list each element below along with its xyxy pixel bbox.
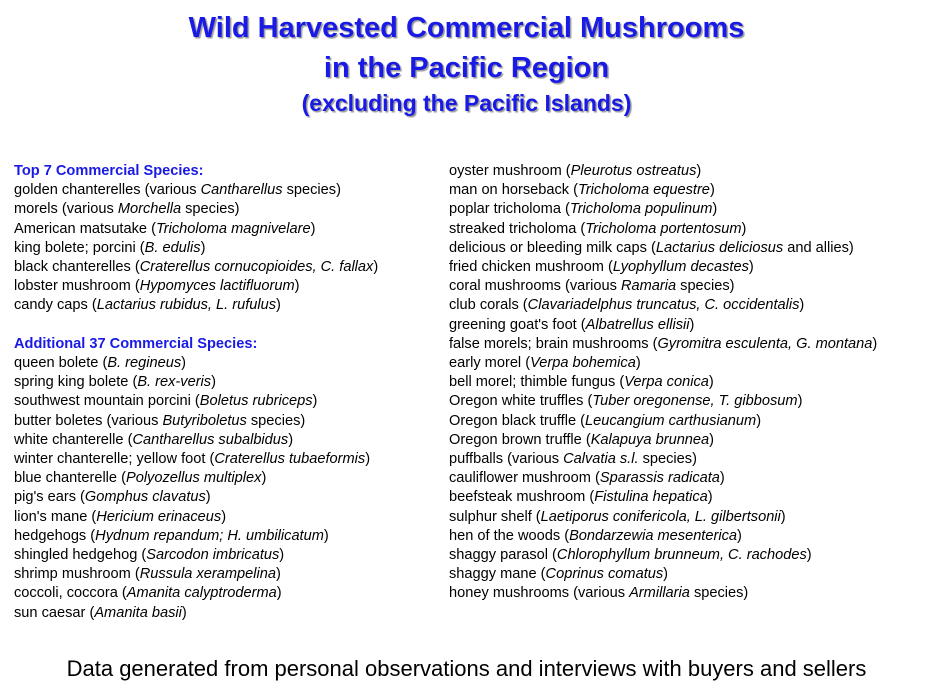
common-name-text: )	[707, 489, 713, 506]
additional-species-list-left	[14, 354, 378, 623]
common-name-text: greening goat's foot (	[449, 316, 586, 333]
common-name-text: )	[373, 259, 379, 276]
scientific-name: Tuber oregonense, T. gibbosum	[592, 393, 798, 410]
scientific-name: Tricholoma equestre	[577, 182, 710, 199]
species-line	[449, 239, 877, 258]
common-name-text: hedgehogs (	[14, 527, 96, 544]
common-name-text: black chanterelles (	[14, 259, 140, 276]
scientific-name: Clavariadelphus truncatus, C. occidentalis	[527, 297, 800, 314]
title-line-2: in the Pacific Region	[323, 52, 610, 84]
common-name-text: )	[211, 374, 216, 391]
species-line	[14, 277, 378, 296]
common-name-text: )	[737, 527, 742, 544]
species-line	[449, 200, 877, 219]
scientific-name: Lactarius rubidus, L. rufulus	[96, 297, 277, 314]
common-name-text: shaggy parasol (	[449, 547, 557, 564]
common-name-text: butter boletes (various	[14, 412, 163, 429]
common-name-text: false morels; brain mushrooms (	[449, 335, 658, 352]
common-name-text: sulphur shelf (	[449, 508, 541, 525]
common-name-text: )	[780, 508, 786, 525]
scientific-name: Boletus rubriceps	[199, 393, 313, 410]
species-line	[449, 584, 877, 603]
scientific-name: Tricholoma magnivelare	[155, 220, 311, 237]
top-species-list	[14, 181, 378, 315]
common-name-text: )	[312, 393, 318, 410]
common-name-text: winter chanterelle; yellow foot (	[14, 451, 215, 468]
species-line	[449, 392, 877, 411]
common-name-text: species)	[282, 182, 341, 199]
scientific-name: Laetiporus conifericola, L. gilbertsonii	[540, 508, 781, 525]
scientific-name: Amanita basii	[94, 604, 182, 621]
species-line	[14, 508, 378, 527]
title-line-3: (excluding the Pacific Islands)	[301, 90, 632, 116]
species-line	[14, 546, 378, 565]
common-name-text: )	[205, 489, 211, 506]
species-line	[449, 488, 877, 507]
common-name-text: )	[748, 259, 754, 276]
left-column	[14, 162, 378, 623]
common-name-text: )	[806, 547, 812, 564]
species-line	[449, 412, 877, 431]
common-name-text: Oregon brown truffle (	[449, 431, 591, 448]
common-name-text: )	[310, 220, 316, 237]
scientific-name: Cantharellus	[200, 182, 283, 199]
species-line	[14, 431, 378, 450]
common-name-text: white chanterelle (	[14, 431, 133, 448]
scientific-name: Kalapuya brunnea	[590, 431, 710, 448]
species-line	[449, 220, 877, 239]
common-name-text: )	[663, 566, 669, 583]
common-name-text: )	[279, 547, 285, 564]
common-name-text: golden chanterelles (various	[14, 182, 201, 199]
common-name-text: morels (various	[14, 201, 118, 218]
scientific-name: B. edulis	[144, 239, 201, 256]
common-name-text: )	[741, 220, 747, 237]
scientific-name: Craterellus cornucopioides, C. fallax	[139, 259, 374, 276]
common-name-text: streaked tricholoma (	[449, 220, 586, 237]
species-line	[449, 450, 877, 469]
species-line	[449, 316, 877, 335]
common-name-text: )	[275, 566, 281, 583]
species-line	[14, 412, 378, 431]
scientific-name: Leucangium carthusianum	[585, 412, 757, 429]
species-line	[449, 335, 877, 354]
scientific-name: Amanita calyptroderma	[126, 585, 277, 602]
common-name-text: )	[696, 163, 702, 179]
common-name-text: coral mushrooms (various	[449, 278, 621, 295]
species-line	[449, 296, 877, 315]
footer-note: Data generated from personal observations and interviews with buyers and sellers	[66, 656, 867, 681]
species-line	[449, 354, 877, 373]
common-name-text: delicious or bleeding milk caps (	[449, 239, 656, 256]
scientific-name: Pleurotus ostreatus	[570, 163, 697, 179]
common-name-text: )	[712, 201, 718, 218]
common-name-text: species)	[638, 451, 697, 468]
scientific-name: Verpa bohemica	[530, 355, 636, 372]
scientific-name: Craterellus tubaeformis	[214, 451, 366, 468]
scientific-name: Chlorophyllum brunneum, C. rachodes	[556, 547, 807, 564]
common-name-text: lobster mushroom (	[14, 278, 140, 295]
scientific-name: Lactarius deliciosus	[655, 239, 784, 256]
common-name-text: )	[323, 527, 329, 544]
species-line	[14, 527, 378, 546]
common-name-text: southwest mountain porcini (	[14, 393, 200, 410]
scientific-name: Hydnum repandum; H. umbilicatum	[95, 527, 324, 544]
common-name-text: species)	[246, 412, 306, 429]
scientific-name: Coprinus comatus	[545, 566, 664, 583]
common-name-text: )	[689, 316, 695, 333]
common-name-text: coccoli, coccora (	[14, 585, 127, 602]
common-name-text: bell morel; thimble fungus (	[449, 374, 625, 391]
species-line	[449, 258, 877, 277]
species-line	[449, 162, 877, 181]
common-name-text: American matsutake (	[14, 220, 156, 237]
common-name-text: poplar tricholoma (	[449, 201, 570, 218]
scientific-name: Hypomyces lactifluorum	[139, 278, 295, 295]
common-name-text: king bolete; porcini (	[14, 239, 145, 256]
scientific-name: Tricholoma populinum	[569, 201, 713, 218]
scientific-name: Ramaria	[620, 278, 677, 295]
species-line	[14, 392, 378, 411]
common-name-text: puffballs (various	[449, 451, 564, 468]
common-name-text: )	[288, 431, 294, 448]
scientific-name: Verpa conica	[624, 374, 709, 391]
additional-species-heading: Additional 37 Commercial Species:	[14, 335, 258, 352]
common-name-text: species)	[181, 201, 240, 218]
species-line	[449, 546, 877, 565]
common-name-text: )	[294, 278, 300, 295]
species-line	[449, 508, 877, 527]
scientific-name: Sarcodon imbricatus	[146, 547, 280, 564]
scientific-name: Gyromitra esculenta, G. montana	[657, 335, 873, 352]
species-line	[449, 431, 877, 450]
scientific-name: Gomphus clavatus	[84, 489, 206, 506]
common-name-text: )	[709, 431, 715, 448]
scientific-name: Armillaria	[629, 585, 690, 602]
common-name-text: man on horseback (	[449, 182, 578, 199]
common-name-text: Oregon white truffles (	[449, 393, 593, 410]
species-line	[14, 604, 378, 623]
scientific-name: Polyozellus multiplex	[125, 470, 262, 487]
scientific-name: Butyriboletus	[162, 412, 247, 429]
common-name-text: blue chanterelle (	[14, 470, 126, 487]
species-line	[14, 584, 378, 603]
common-name-text: beefsteak mushroom (	[449, 489, 595, 506]
common-name-text: )	[719, 470, 725, 487]
common-name-text: )	[872, 335, 878, 352]
scientific-name: Lyophyllum decastes	[612, 259, 749, 276]
species-line	[449, 469, 877, 488]
species-line	[449, 373, 877, 392]
species-line	[14, 450, 378, 469]
common-name-text: )	[797, 393, 803, 410]
scientific-name: Morchella	[117, 201, 182, 218]
species-line	[14, 220, 378, 239]
species-line	[449, 527, 877, 546]
species-line	[14, 565, 378, 584]
scientific-name: Calvatia s.l.	[563, 451, 639, 468]
common-name-text: honey mushrooms (various	[449, 585, 630, 602]
common-name-text: )	[709, 182, 715, 199]
scientific-name: Albatrellus ellisii	[585, 316, 690, 333]
scientific-name: Hericium erinaceus	[96, 508, 222, 525]
scientific-name: Sparassis radicata	[599, 470, 720, 487]
species-line	[14, 296, 378, 315]
common-name-text: )	[756, 412, 762, 429]
common-name-text: )	[261, 470, 267, 487]
common-name-text: )	[200, 239, 206, 256]
scientific-name: B. regineus	[107, 355, 182, 372]
right-column	[449, 162, 877, 604]
additional-species-list-right	[449, 162, 877, 604]
scientific-name: Bondarzewia mesenterica	[569, 527, 737, 544]
common-name-text: club corals (	[449, 297, 528, 314]
common-name-text: )	[799, 297, 805, 314]
common-name-text: fried chicken mushroom (	[449, 259, 613, 276]
species-line	[449, 181, 877, 200]
common-name-text: )	[181, 604, 187, 621]
species-line	[14, 469, 378, 488]
title-line-1: Wild Harvested Commercial Mushrooms	[188, 12, 745, 44]
common-name-text: cauliflower mushroom (	[449, 470, 600, 487]
common-name-text: )	[635, 355, 641, 372]
common-name-text: )	[276, 297, 281, 314]
scientific-name: B. rex-veris	[137, 374, 212, 391]
common-name-text: shrimp mushroom (	[14, 566, 140, 583]
species-line	[449, 277, 877, 296]
common-name-text: queen bolete (	[14, 355, 108, 372]
species-line	[14, 239, 378, 258]
common-name-text: spring king bolete (	[14, 374, 138, 391]
scientific-name: Cantharellus subalbidus	[132, 431, 289, 448]
species-line	[449, 565, 877, 584]
common-name-text: hen of the woods (	[449, 527, 570, 544]
scientific-name: Fistulina hepatica	[594, 489, 708, 506]
common-name-text: )	[708, 374, 714, 391]
common-name-text: species)	[676, 278, 735, 295]
scientific-name: Tricholoma portentosum	[585, 220, 742, 237]
common-name-text: )	[365, 451, 371, 468]
common-name-text: )	[221, 508, 227, 525]
common-name-text: shingled hedgehog (	[14, 547, 147, 564]
common-name-text: lion's mane (	[14, 508, 97, 525]
species-line	[14, 373, 378, 392]
common-name-text: species)	[689, 585, 749, 602]
common-name-text: oyster mushroom (	[449, 163, 571, 179]
common-name-text: shaggy mane (	[449, 566, 546, 583]
common-name-text: pig's ears (	[14, 489, 85, 506]
common-name-text: sun caesar (	[14, 604, 95, 621]
common-name-text: and allies)	[783, 239, 854, 256]
species-line	[14, 258, 378, 277]
section-spacer	[14, 316, 378, 335]
scientific-name: Russula xerampelina	[139, 566, 276, 583]
species-line	[14, 181, 378, 200]
species-line	[14, 488, 378, 507]
common-name-text: )	[181, 355, 187, 372]
common-name-text: early morel (	[449, 355, 531, 372]
common-name-text: Oregon black truffle (	[449, 412, 586, 429]
top-species-heading: Top 7 Commercial Species:	[14, 163, 204, 179]
common-name-text: )	[276, 585, 282, 602]
species-line	[14, 200, 378, 219]
common-name-text: candy caps (	[14, 297, 97, 314]
species-line	[14, 354, 378, 373]
